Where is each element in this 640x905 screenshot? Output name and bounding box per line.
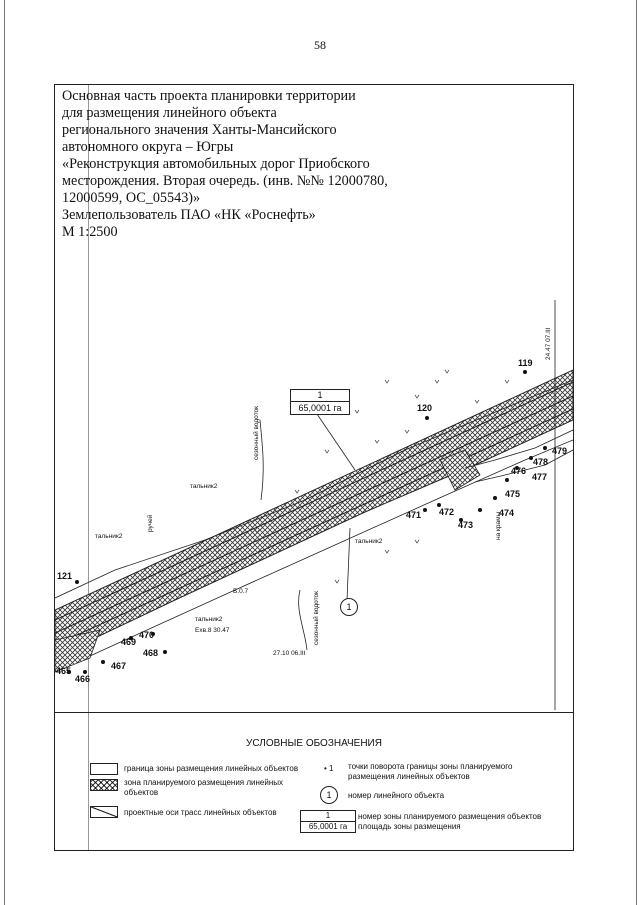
turn-point-symbol: • 1: [324, 764, 334, 773]
boundary-swatch: [90, 763, 118, 775]
axis-line: [55, 382, 573, 620]
point-label: 471: [406, 510, 422, 520]
point-label: 121: [57, 571, 73, 581]
point-label: 469: [121, 637, 137, 647]
legend-object-number-text: номер линейного объекта: [348, 791, 445, 800]
legend-zone-box: [300, 810, 356, 833]
mark-label: 24.47 07.III: [545, 327, 552, 360]
point-label: 467: [111, 661, 127, 671]
point-label: 476: [511, 466, 527, 476]
stream-label: сезонный водоток: [253, 405, 260, 460]
mark-label: Б.0.7: [233, 588, 249, 595]
point-label: 478: [533, 457, 549, 467]
legend-box-area: 65,0001 га: [308, 822, 348, 831]
left-margin-line: [4, 0, 5, 905]
point-label: 120: [417, 403, 433, 413]
title-line: автономного округа – Югры: [62, 139, 234, 155]
legend-boundary-text: граница зоны размещения линейных объектов: [124, 764, 299, 773]
vegetation-label: тальник2: [95, 533, 123, 540]
stream: [260, 420, 263, 500]
zone-number: 1: [291, 390, 349, 402]
object-number-marker: 1: [340, 598, 358, 616]
zone-swatch: [90, 779, 118, 791]
legend-zone-text: объектов: [124, 788, 159, 797]
vegetation-label: тальник2: [190, 483, 218, 490]
title-line: Основная часть проекта планировки территории: [62, 88, 356, 104]
scale-label: М 1:2500: [62, 224, 118, 240]
page-number: 58: [314, 38, 326, 52]
right-margin-line: [636, 0, 637, 905]
vegetation-label: тальник2: [355, 538, 383, 545]
title-block: [62, 88, 422, 241]
legend-box-text: номер зоны планируемого размещения объектов: [358, 812, 542, 821]
point-label: 474: [499, 508, 515, 518]
point-label: 473: [458, 520, 474, 530]
title-line: Землепользователь ПАО «НК «Роснефть»: [62, 207, 316, 223]
stream: [299, 590, 307, 650]
stream-label: сезонный водоток: [313, 590, 320, 645]
mark-label: 27.10 06.III: [273, 650, 306, 657]
legend-box-text: площадь зоны размещения: [358, 822, 461, 831]
legend-axes-text: проектные оси трасс линейных объектов: [124, 808, 277, 817]
point-label: 475: [505, 489, 521, 499]
stream-label: ручей: [147, 514, 154, 532]
title-line: для размещения линейного объекта: [62, 105, 277, 121]
mark-label: Ехв.8 30.47: [195, 627, 230, 634]
title-line: месторождения. Вторая очередь. (инв. №№ 12000780,: [62, 173, 388, 189]
point-label: 119: [518, 358, 533, 368]
map-area: [55, 300, 573, 710]
direction-label: на крамы: [495, 511, 502, 540]
point-label: 477: [532, 472, 548, 482]
legend-box-number: 1: [301, 811, 355, 822]
zone-area: 65,0001 га: [298, 403, 342, 413]
title-line: регионального значения Ханты-Мансийского: [62, 122, 337, 138]
zone-number-box: [290, 389, 350, 415]
legend-zone-text: зона планируемого размещения линейных: [124, 778, 283, 787]
point-label: 472: [439, 507, 455, 517]
legend-turn-point-text: точки поворота границы зоны планируемого: [348, 762, 513, 771]
point-label: 466: [75, 674, 91, 684]
vegetation-label: тальник2: [195, 616, 223, 623]
map-drawing: [55, 300, 573, 710]
point-label: 468: [143, 648, 159, 658]
point-label: 465: [56, 666, 72, 676]
legend-turn-point-text: размещения линейных объектов: [348, 772, 470, 781]
point-label: 470: [139, 630, 155, 640]
axes-swatch: [90, 806, 118, 818]
legend-title: УСЛОВНЫЕ ОБОЗНАЧЕНИЯ: [246, 738, 382, 749]
legend-divider: [54, 712, 574, 713]
point-label: 479: [552, 446, 568, 456]
object-number-symbol: 1: [320, 786, 338, 804]
title-line: «Реконструкция автомобильных дорог Приобского: [62, 156, 370, 172]
title-line: 12000599, ОС_05543)»: [62, 190, 201, 206]
